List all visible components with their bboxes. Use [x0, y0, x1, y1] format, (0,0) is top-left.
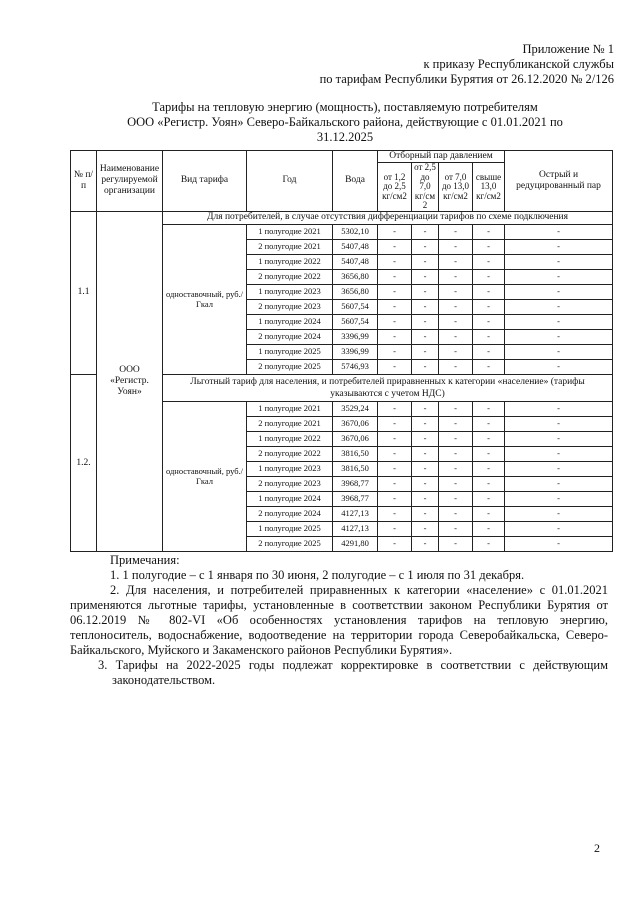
empty-value-cell: -: [505, 491, 613, 506]
empty-value-cell: -: [412, 284, 439, 299]
empty-value-cell: -: [439, 416, 473, 431]
empty-value-cell: -: [505, 284, 613, 299]
empty-value-cell: -: [412, 269, 439, 284]
empty-value-cell: -: [378, 254, 412, 269]
empty-value-cell: -: [505, 329, 613, 344]
header-steam-4: свыше 13,0 кг/см2: [473, 163, 505, 212]
empty-value-cell: -: [473, 284, 505, 299]
empty-value-cell: -: [378, 476, 412, 491]
empty-value-cell: -: [412, 254, 439, 269]
tariff-table: [70, 150, 613, 552]
period-cell: 1 полугодие 2024: [247, 314, 333, 329]
empty-value-cell: -: [505, 344, 613, 359]
period-cell: 1 полугодие 2022: [247, 431, 333, 446]
empty-value-cell: -: [412, 446, 439, 461]
empty-value-cell: -: [505, 269, 613, 284]
appendix-header: [254, 42, 614, 87]
period-cell: 1 полугодие 2025: [247, 521, 333, 536]
empty-value-cell: -: [378, 224, 412, 239]
tariff-type: одноставочный, руб./Гкал: [163, 401, 247, 551]
empty-value-cell: -: [412, 401, 439, 416]
empty-value-cell: -: [473, 344, 505, 359]
empty-value-cell: -: [439, 461, 473, 476]
period-cell: 1 полугодие 2021: [247, 224, 333, 239]
tariff-type: одноставочный, руб./Гкал: [163, 224, 247, 374]
water-tariff-cell: 5302,10: [333, 224, 378, 239]
empty-value-cell: -: [439, 269, 473, 284]
section-number: 1.1: [71, 211, 97, 374]
empty-value-cell: -: [505, 254, 613, 269]
empty-value-cell: -: [412, 299, 439, 314]
empty-value-cell: -: [505, 536, 613, 551]
empty-value-cell: -: [378, 239, 412, 254]
empty-value-cell: -: [439, 506, 473, 521]
empty-value-cell: -: [473, 476, 505, 491]
period-cell: 2 полугодие 2021: [247, 416, 333, 431]
note-item: 1. 1 полугодие – с 1 января по 30 июня, 2 полугодие – с 1 июля по 31 декабря.: [110, 568, 525, 582]
water-tariff-cell: 5607,54: [333, 314, 378, 329]
empty-value-cell: -: [439, 299, 473, 314]
empty-value-cell: -: [505, 461, 613, 476]
empty-value-cell: -: [378, 314, 412, 329]
empty-value-cell: -: [378, 416, 412, 431]
empty-value-cell: -: [378, 269, 412, 284]
empty-value-cell: -: [378, 344, 412, 359]
page-number: 2: [594, 841, 600, 855]
empty-value-cell: -: [378, 506, 412, 521]
empty-value-cell: -: [439, 476, 473, 491]
water-tariff-cell: 5607,54: [333, 299, 378, 314]
empty-value-cell: -: [473, 254, 505, 269]
water-tariff-cell: 3968,77: [333, 476, 378, 491]
header-sharp-steam: Острый и редуцированный пар: [505, 151, 613, 212]
title-line-1: Тарифы на тепловую энергию (мощность), поставляемую потребителям: [152, 100, 538, 114]
empty-value-cell: -: [378, 491, 412, 506]
empty-value-cell: -: [439, 521, 473, 536]
water-tariff-cell: 3670,06: [333, 431, 378, 446]
empty-value-cell: -: [439, 344, 473, 359]
document-title: [110, 100, 580, 145]
header-steam-1: от 1,2 до 2,5 кг/см2: [378, 163, 412, 212]
empty-value-cell: -: [378, 299, 412, 314]
section-caption: Льготный тариф для населения, и потребителей приравненных к категории «население» (тарифы указываются с учетом НДС): [163, 374, 613, 401]
empty-value-cell: -: [473, 416, 505, 431]
water-tariff-cell: 5746,93: [333, 359, 378, 374]
empty-value-cell: -: [473, 491, 505, 506]
empty-value-cell: -: [439, 491, 473, 506]
notes: [70, 553, 608, 688]
empty-value-cell: -: [505, 431, 613, 446]
empty-value-cell: -: [505, 299, 613, 314]
period-cell: 2 полугодие 2022: [247, 269, 333, 284]
empty-value-cell: -: [439, 314, 473, 329]
table-body: [71, 211, 613, 551]
empty-value-cell: -: [412, 416, 439, 431]
section-caption: Для потребителей, в случае отсутствия дифференциации тарифов по схеме подключения: [163, 211, 613, 224]
empty-value-cell: -: [473, 431, 505, 446]
table-header: [71, 151, 613, 212]
section-caption-row: [71, 211, 613, 224]
empty-value-cell: -: [473, 536, 505, 551]
empty-value-cell: -: [505, 401, 613, 416]
water-tariff-cell: 3656,80: [333, 284, 378, 299]
header-steam-3: от 7,0 до 13,0 кг/см2: [439, 163, 473, 212]
section-number: 1.2.: [71, 374, 97, 551]
water-tariff-cell: 3656,80: [333, 269, 378, 284]
water-tariff-cell: 4291,80: [333, 536, 378, 551]
empty-value-cell: -: [439, 329, 473, 344]
period-cell: 2 полугодие 2023: [247, 299, 333, 314]
header-num: № п/п: [71, 151, 97, 212]
empty-value-cell: -: [473, 446, 505, 461]
water-tariff-cell: 3816,50: [333, 461, 378, 476]
empty-value-cell: -: [439, 431, 473, 446]
water-tariff-cell: 3670,06: [333, 416, 378, 431]
empty-value-cell: -: [473, 401, 505, 416]
empty-value-cell: -: [473, 506, 505, 521]
empty-value-cell: -: [412, 506, 439, 521]
period-cell: 1 полугодие 2025: [247, 344, 333, 359]
note-item: 2. Для населения, и потребителей приравненных к категории «население» с 01.01.2021 применяются льготные тарифы, установленные в соответствии законом Республики Бурятия от 06.12.2019 № 802-VI «Об особенностях установления тарифов на тепловую энергию, теплоноситель, водоснабжение, водоотведение на территории города Северобайкальска, Северо-Байкальского, Муйского и Закаменского районов Республики Бурятия».: [70, 583, 608, 657]
empty-value-cell: -: [505, 359, 613, 374]
empty-value-cell: -: [439, 359, 473, 374]
period-cell: 2 полугодие 2024: [247, 329, 333, 344]
water-tariff-cell: 3529,24: [333, 401, 378, 416]
appendix-line-2: к приказу Республиканской службы: [423, 57, 614, 71]
header-water: Вода: [333, 151, 378, 212]
period-cell: 2 полугодие 2024: [247, 506, 333, 521]
empty-value-cell: -: [439, 254, 473, 269]
empty-value-cell: -: [473, 461, 505, 476]
empty-value-cell: -: [473, 299, 505, 314]
period-cell: 1 полугодие 2023: [247, 284, 333, 299]
empty-value-cell: -: [412, 239, 439, 254]
empty-value-cell: -: [378, 521, 412, 536]
period-cell: 2 полугодие 2025: [247, 536, 333, 551]
empty-value-cell: -: [439, 284, 473, 299]
period-cell: 1 полугодие 2021: [247, 401, 333, 416]
empty-value-cell: -: [505, 446, 613, 461]
empty-value-cell: -: [505, 314, 613, 329]
empty-value-cell: -: [505, 476, 613, 491]
empty-value-cell: -: [439, 401, 473, 416]
empty-value-cell: -: [473, 239, 505, 254]
empty-value-cell: -: [378, 431, 412, 446]
empty-value-cell: -: [378, 329, 412, 344]
empty-value-cell: -: [412, 461, 439, 476]
period-cell: 2 полугодие 2021: [247, 239, 333, 254]
note-item: 3. Тарифы на 2022-2025 годы подлежат корректировке в соответствии с действующим законодательством.: [98, 658, 608, 687]
period-cell: 1 полугодие 2023: [247, 461, 333, 476]
header-year: Год: [247, 151, 333, 212]
period-cell: 2 полугодие 2023: [247, 476, 333, 491]
empty-value-cell: -: [378, 461, 412, 476]
empty-value-cell: -: [378, 536, 412, 551]
period-cell: 2 полугодие 2022: [247, 446, 333, 461]
appendix-line-3: по тарифам Республики Бурятия от 26.12.2020 № 2/126: [319, 72, 614, 86]
header-steam-2: от 2,5 до 7,0 кг/см 2: [412, 163, 439, 212]
empty-value-cell: -: [412, 476, 439, 491]
empty-value-cell: -: [505, 224, 613, 239]
water-tariff-cell: 5407,48: [333, 254, 378, 269]
period-cell: 2 полугодие 2025: [247, 359, 333, 374]
empty-value-cell: -: [505, 521, 613, 536]
empty-value-cell: -: [505, 239, 613, 254]
empty-value-cell: -: [412, 491, 439, 506]
empty-value-cell: -: [412, 536, 439, 551]
empty-value-cell: -: [439, 536, 473, 551]
period-cell: 1 полугодие 2022: [247, 254, 333, 269]
water-tariff-cell: 3968,77: [333, 491, 378, 506]
appendix-line-1: Приложение № 1: [522, 42, 614, 56]
empty-value-cell: -: [473, 269, 505, 284]
empty-value-cell: -: [473, 224, 505, 239]
header-org: Наименование регулируемой организации: [97, 151, 163, 212]
empty-value-cell: -: [439, 224, 473, 239]
empty-value-cell: -: [473, 314, 505, 329]
organization-name: ООО «Регистр. Уоян»: [97, 211, 163, 551]
title-line-2: ООО «Регистр. Уоян» Северо-Байкальского района, действующие с 01.01.2021 по: [127, 115, 563, 129]
empty-value-cell: -: [412, 359, 439, 374]
empty-value-cell: -: [473, 329, 505, 344]
empty-value-cell: -: [505, 506, 613, 521]
empty-value-cell: -: [378, 284, 412, 299]
empty-value-cell: -: [378, 446, 412, 461]
empty-value-cell: -: [412, 314, 439, 329]
empty-value-cell: -: [412, 329, 439, 344]
empty-value-cell: -: [473, 359, 505, 374]
empty-value-cell: -: [412, 521, 439, 536]
water-tariff-cell: 3396,99: [333, 344, 378, 359]
empty-value-cell: -: [473, 521, 505, 536]
empty-value-cell: -: [412, 344, 439, 359]
empty-value-cell: -: [439, 446, 473, 461]
water-tariff-cell: 4127,13: [333, 506, 378, 521]
water-tariff-cell: 5407,48: [333, 239, 378, 254]
empty-value-cell: -: [439, 239, 473, 254]
empty-value-cell: -: [378, 401, 412, 416]
water-tariff-cell: 3396,99: [333, 329, 378, 344]
header-tariff-type: Вид тарифа: [163, 151, 247, 212]
empty-value-cell: -: [412, 224, 439, 239]
water-tariff-cell: 4127,13: [333, 521, 378, 536]
title-line-3: 31.12.2025: [316, 130, 374, 144]
period-cell: 1 полугодие 2024: [247, 491, 333, 506]
header-steam-group: Отборный пар давлением: [378, 151, 505, 163]
empty-value-cell: -: [505, 416, 613, 431]
notes-heading: Примечания:: [110, 553, 180, 567]
water-tariff-cell: 3816,50: [333, 446, 378, 461]
empty-value-cell: -: [378, 359, 412, 374]
empty-value-cell: -: [412, 431, 439, 446]
